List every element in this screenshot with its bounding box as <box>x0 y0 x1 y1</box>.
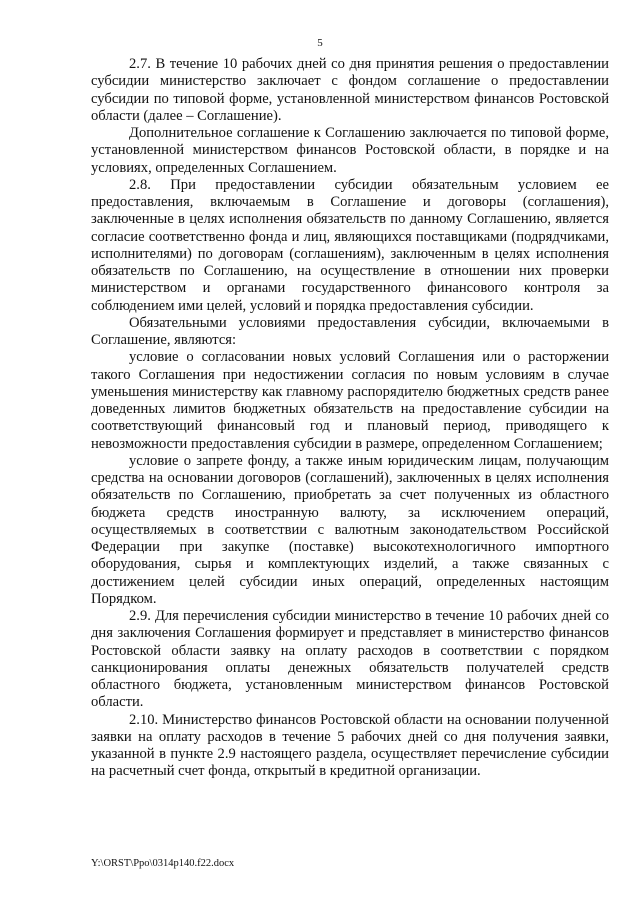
paragraph-2-10: 2.10. Министерство финансов Ростовской области на основании полученной заявки на оплату расходов в течение 5 рабочих дней со дня получения заявки, указанной в пункте 2.9 настоящего раздела, осуществляет перечисление субсидии на расчетный счет фонда, открытый в кредитной организации. <box>91 711 609 780</box>
paragraph-additional-agreement: Дополнительное соглашение к Соглашению заключается по типовой форме, установленной министерством финансов Ростовской области, в порядке и на условиях, определенных Соглашением. <box>91 125 609 176</box>
paragraph-condition-currency-ban: условие о запрете фонду, а также иным юридическим лицам, получающим средства на основании договоров (соглашений), заключенных в целях исполнения обязательств по Соглашению, приобретать за счет полученных из областного бюджета средств иностранную валюту, за исключением операций, осуществляемых в соответствии с валютным законодательством Российской Федерации при закупке (поставке) высокотехнологичного импортного оборудования, сырья и комплектующих изделий, а также связанных с достижением целей субсидии иных операций, определенных настоящим Порядком. <box>91 452 609 607</box>
footer-file-path: Y:\ORST\Ppo\0314p140.f22.docx <box>91 858 235 869</box>
paragraph-2-7: 2.7. В течение 10 рабочих дней со дня принятия решения о предоставлении субсидии министерство заключает с фондом соглашение о предоставлении субсидии по типовой форме, установленной министерством финансов Ростовской области (далее – Соглашение). <box>91 56 609 124</box>
paragraph-2-9: 2.9. Для перечисления субсидии министерство в течение 10 рабочих дней со дня заключения Соглашения формирует и представляет в министерство финансов Ростовской области заявку на оплату расходов в соответствии с порядком санкционирования оплаты денежных обязательств получателей средств областного бюджета, установленным министерством финансов Ростовской области. <box>91 608 609 711</box>
paragraph-condition-renegotiation: условие о согласовании новых условий Соглашения или о расторжении такого Соглашения при недостижении согласия по новым условиям в случае уменьшения министерству как главному распорядителю бюджетных средств ранее доведенных лимитов бюджетных обязательств на предоставление субсидии на соответствующий финансовый год и плановый период, приводящего к невозможности предоставления субсидии в размере, определенном Соглашением; <box>91 349 609 452</box>
page-number: 5 <box>317 37 323 49</box>
paragraph-2-8: 2.8. При предоставлении субсидии обязательным условием ее предоставления, включаемым в Соглашение и договоры (соглашения), заключенные в целях исполнения обязательств по данному Соглашению, является согласие соответственно фонда и лиц, являющихся поставщиками (подрядчиками, исполнителями) по договорам (соглашениям), заключенным в целях исполнения обязательств по Соглашению, на осуществление в отношении них проверки министерством и органами государственного финансового контроля за соблюдением ими целей, условий и порядка предоставления субсидии. <box>91 176 609 314</box>
paragraph-mandatory-conditions: Обязательными условиями предоставления субсидии, включаемыми в Соглашение, являются: <box>91 314 609 348</box>
document-body <box>91 56 609 781</box>
